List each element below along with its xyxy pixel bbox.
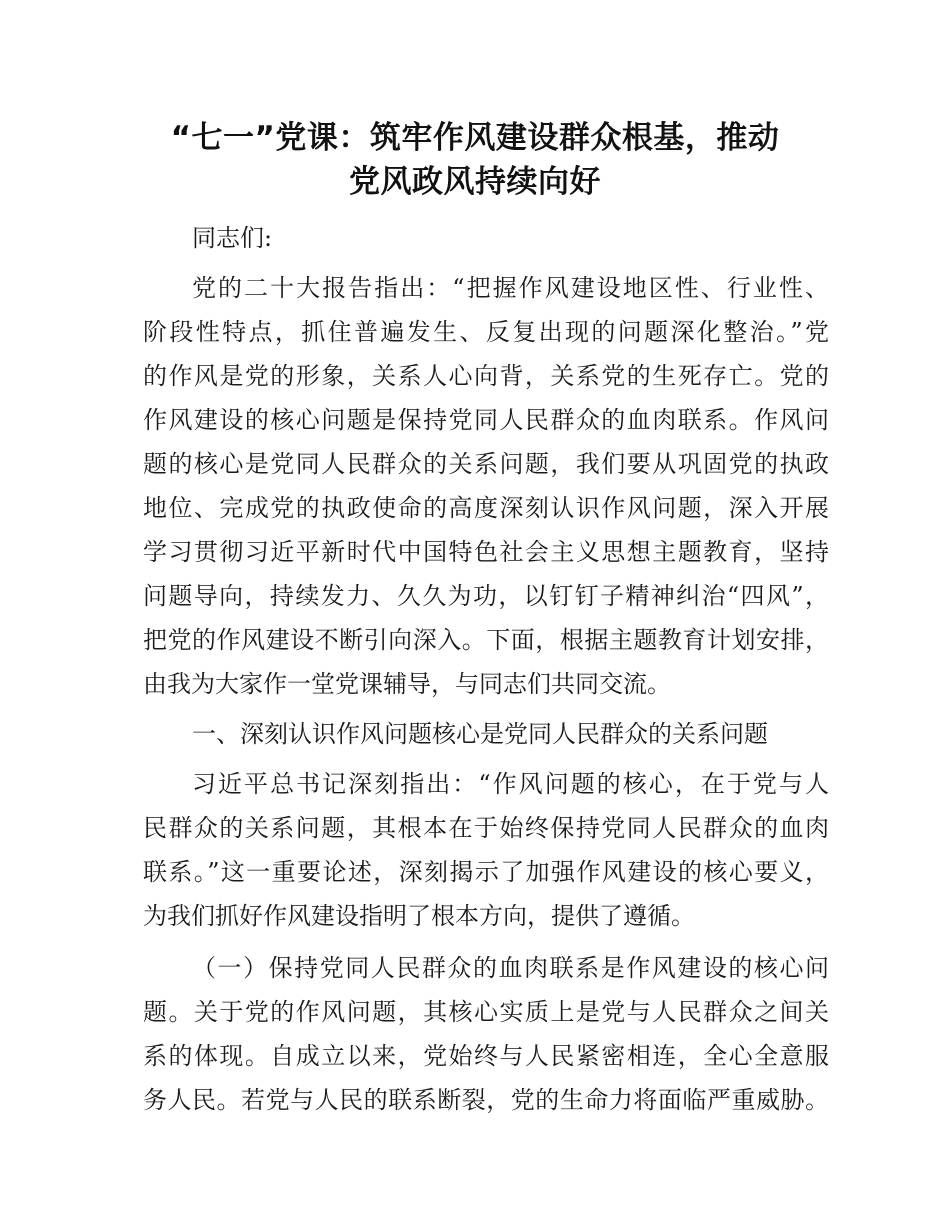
paragraph-3-line: （一）保持党同人民群众的血肉联系是作风建设的核心问 <box>192 954 829 982</box>
salutation: 同志们: <box>192 224 273 252</box>
paragraph-1-line: 地位、完成党的执政使命的高度深刻认识作风问题，深入开展 <box>143 494 829 522</box>
paragraph-1-line: 党的二十大报告指出：“把握作风建设地区性、行业性、 <box>192 274 829 302</box>
paragraph-1-line: 阶段性特点，抓住普遍发生、反复出现的问题深化整治。”党 <box>143 318 829 346</box>
paragraph-1-line: 题的核心是党同人民群众的关系问题，我们要从巩固党的执政 <box>143 450 829 478</box>
paragraph-2-line: 习近平总书记深刻指出：“作风问题的核心，在于党与人 <box>192 770 829 798</box>
paragraph-3-line: 系的体现。自成立以来，党始终与人民紧密相连，全心全意服 <box>143 1042 829 1070</box>
paragraph-3-line: 务人民。若党与人民的联系断裂，党的生命力将面临严重威胁。 <box>143 1086 829 1114</box>
paragraph-1-line: 学习贯彻习近平新时代中国特色社会主义思想主题教育，坚持 <box>143 538 829 566</box>
section-heading-1: 一、深刻认识作风问题核心是党同人民群众的关系问题 <box>192 720 768 748</box>
paragraph-1-line: 问题导向，持续发力、久久为功，以钉钉子精神纠治“四风”， <box>143 582 829 610</box>
paragraph-1-line: 把党的作风建设不断引向深入。下面，根据主题教育计划安排， <box>143 626 829 654</box>
document-title-line-2: 党风政风持续向好 <box>349 164 601 200</box>
paragraph-1-line: 的作风是党的形象，关系人心向背，关系党的生死存亡。党的 <box>143 362 829 390</box>
paragraph-1-line: 作风建设的核心问题是保持党同人民群众的血肉联系。作风问 <box>143 406 829 434</box>
paragraph-2-line: 民群众的关系问题，其根本在于始终保持党同人民群众的血肉 <box>143 814 829 842</box>
document-title-line-1: “七一”党课：筑牢作风建设群众根基，推动 <box>170 120 780 156</box>
paragraph-2-line: 为我们抓好作风建设指明了根本方向，提供了遵循。 <box>143 902 695 930</box>
paragraph-1-line: 由我为大家作一堂党课辅导，与同志们共同交流。 <box>143 670 671 698</box>
paragraph-2-line: 联系。”这一重要论述，深刻揭示了加强作风建设的核心要义， <box>143 858 829 886</box>
paragraph-3-line: 题。关于党的作风问题，其核心实质上是党与人民群众之间关 <box>143 998 829 1026</box>
